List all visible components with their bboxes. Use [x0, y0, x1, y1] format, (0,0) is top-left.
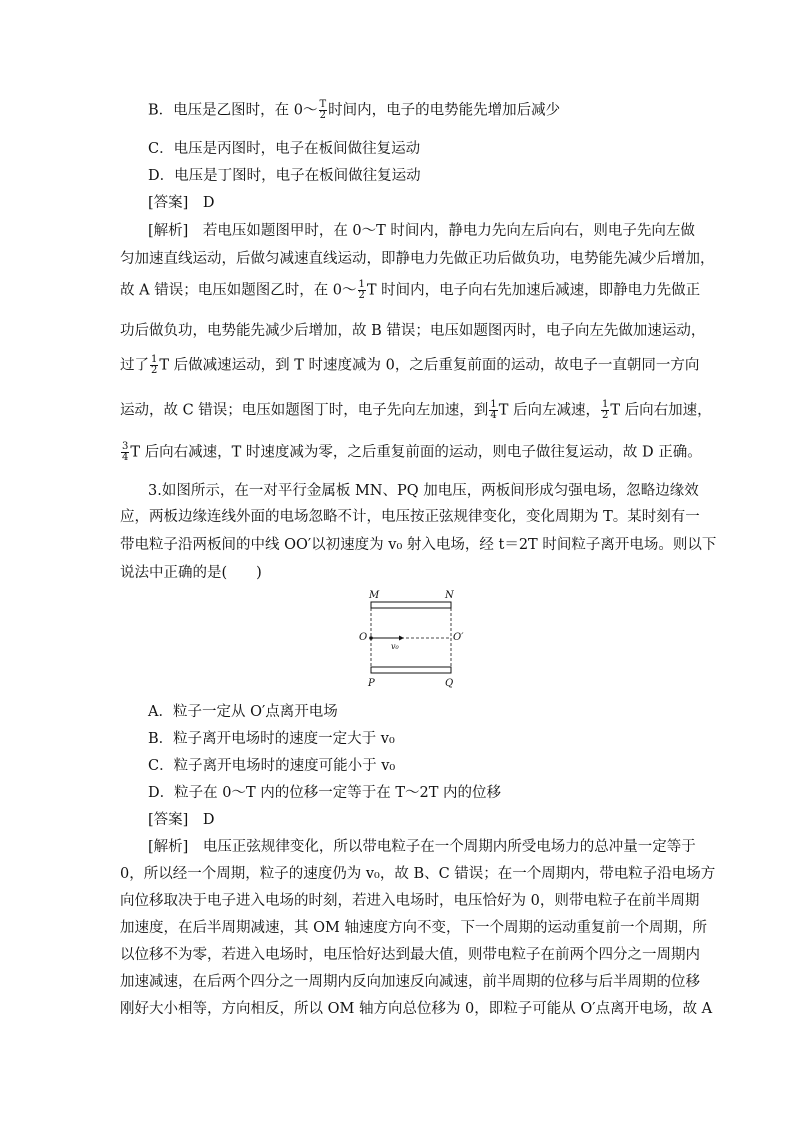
answer-label-3: [答案] D — [148, 812, 215, 828]
question-3-line-4: 说法中正确的是( ) — [120, 565, 262, 581]
fraction-one-half — [150, 355, 158, 376]
label-v0: v₀ — [391, 642, 399, 651]
option-b — [148, 100, 708, 121]
question-3-option-d: D．粒子在 0～T 内的位移一定等于在 T～2T 内的位移 — [148, 785, 502, 801]
parallel-plates-figure — [355, 590, 465, 690]
answer-label: [答案] D — [148, 195, 215, 211]
explanation-1-line-2: 匀加速直线运动，后做匀减速直线运动，即静电力先做正功后做负功，电势能先减少后增加， — [120, 251, 715, 267]
label-o-prime: O′ — [453, 632, 464, 643]
question-3-option-a: A．粒子一定从 O′点离开电场 — [148, 704, 338, 720]
label-m: M — [369, 590, 380, 601]
fraction-one-half — [601, 400, 609, 421]
explanation-1-line-6c: T 后向右加速， — [610, 402, 712, 419]
explanation-1-line-4: 功后做负功，电势能先减少后增加，故 B 错误；电压如题图丙时，电子向左先做加速运动， — [120, 323, 706, 339]
explanation-1-line-6a: 运动，故 C 错误；电压如题图丁时，电子先向左加速，到 — [120, 402, 489, 419]
explanation-1-line-3b: T 时间内，电子向右先加速后减速，即静电力先做正 — [366, 282, 701, 299]
plate-pq — [371, 667, 451, 673]
parallel-plates-diagram — [355, 590, 465, 690]
option-d: D．电压是丁图时，电子在板间做往复运动 — [148, 168, 421, 184]
explanation-3-line-1: [解析] 电压正弦规律变化，所以带电粒子在一个周期内所受电场力的总冲量一定等于 — [148, 839, 696, 855]
fraction-numerator: 1 — [358, 279, 365, 290]
fraction-denominator: 4 — [490, 410, 497, 421]
fraction-three-quarters — [121, 442, 129, 463]
option-b-text-2: 时间内，电子的电势能先增加后减少 — [328, 102, 561, 119]
explanation-1-line-3a: 故 A 错误；电压如题图乙时，在 0～ — [120, 282, 357, 299]
question-3-option-c: C．粒子离开电场时的速度可能小于 v₀ — [148, 758, 396, 774]
fraction-denominator: 2 — [319, 110, 327, 121]
explanation-1-line-3 — [120, 279, 701, 301]
fraction-numerator: 1 — [601, 399, 609, 410]
label-o: O — [359, 632, 368, 643]
question-3-option-b: B．粒子离开电场时的速度一定大于 v₀ — [148, 731, 395, 747]
option-b-text-1: B．电压是乙图时，在 0～ — [148, 102, 318, 119]
fraction-one-quarter — [489, 400, 497, 421]
explanation-1-line-5a: 过了 — [120, 357, 149, 374]
question-3-line-2: 应，两板边缘连线外面的电场忽略不计，电压按正弦规律变化，变化周期为 T。某时刻有一 — [120, 509, 700, 525]
explanation-1-line-5 — [120, 354, 700, 376]
explanation-1-line-7 — [120, 441, 702, 463]
explanation-1-line-5b: T 后做减速运动，到 T 时速度减为 0，之后重复前面的运动，故电子一直朝同一方向 — [159, 357, 700, 374]
explanation-1-line-6 — [120, 399, 712, 421]
fraction-numerator: 1 — [490, 399, 497, 410]
label-q: Q — [445, 678, 454, 689]
explanation-3-line-3: 向位移取决于电子进入电场的时刻，若进入电场时，电压恰好为 0，则带电粒子在前半周期 — [120, 893, 700, 909]
fraction-numerator: 1 — [151, 354, 158, 365]
explanation-1-line-7b: T 后向右减速，T 时速度减为零，之后重复前面的运动，则电子做往复运动，故 D 正确。 — [130, 444, 702, 461]
fraction-numerator: 3 — [122, 441, 129, 452]
explanation-3-line-4: 加速度，在后半周期减速，其 OM 轴速度方向不变，下一个周期的运动重复前一个周期，所 — [120, 920, 707, 936]
velocity-arrow-head — [399, 636, 404, 641]
fraction-one-half — [358, 280, 366, 301]
fraction-denominator: 2 — [601, 410, 609, 421]
question-3-line-1: 3.如图所示，在一对平行金属板 MN、PQ 加电压，两板间形成匀强电场，忽略边缘效 — [148, 483, 699, 499]
explanation-1-line-6b: T 后向左减速， — [498, 402, 600, 419]
fraction-t-over-2 — [319, 100, 328, 121]
explanation-3-line-2: 0，所以经一个周期，粒子的速度仍为 v₀，故 B、C 错误；在一个周期内，带电粒子沿电场方 — [120, 866, 716, 882]
fraction-denominator: 2 — [358, 290, 365, 301]
label-n: N — [445, 590, 454, 601]
explanation-3-line-5: 以位移不为零，若进入电场时，电压恰好达到最大值，则带电粒子在前两个四分之一周期内 — [120, 947, 700, 963]
fraction-denominator: 2 — [151, 365, 158, 376]
question-3-line-3: 带电粒子沿两板间的中线 OO′以初速度为 v₀ 射入电场，经 t＝2T 时间粒子离开电场。则以下 — [120, 537, 717, 553]
explanation-3-line-7: 刚好大小相等，方向相反，所以 OM 轴方向总位移为 0，即粒子可能从 O′点离开电场，故 A — [120, 1001, 713, 1017]
plate-mn — [371, 602, 451, 608]
fraction-numerator: T — [319, 99, 327, 110]
label-p: P — [368, 678, 375, 689]
explanation-3-line-6: 加速减速，在后两个四分之一周期内反向加速反向减速，前半周期的位移与后半周期的位移 — [120, 974, 700, 990]
option-c: C．电压是丙图时，电子在板间做往复运动 — [148, 141, 421, 157]
explanation-1-line-1: [解析] 若电压如题图甲时，在 0～T 时间内，静电力先向左后向右，则电子先向左做 — [148, 223, 695, 239]
fraction-denominator: 4 — [122, 452, 129, 463]
